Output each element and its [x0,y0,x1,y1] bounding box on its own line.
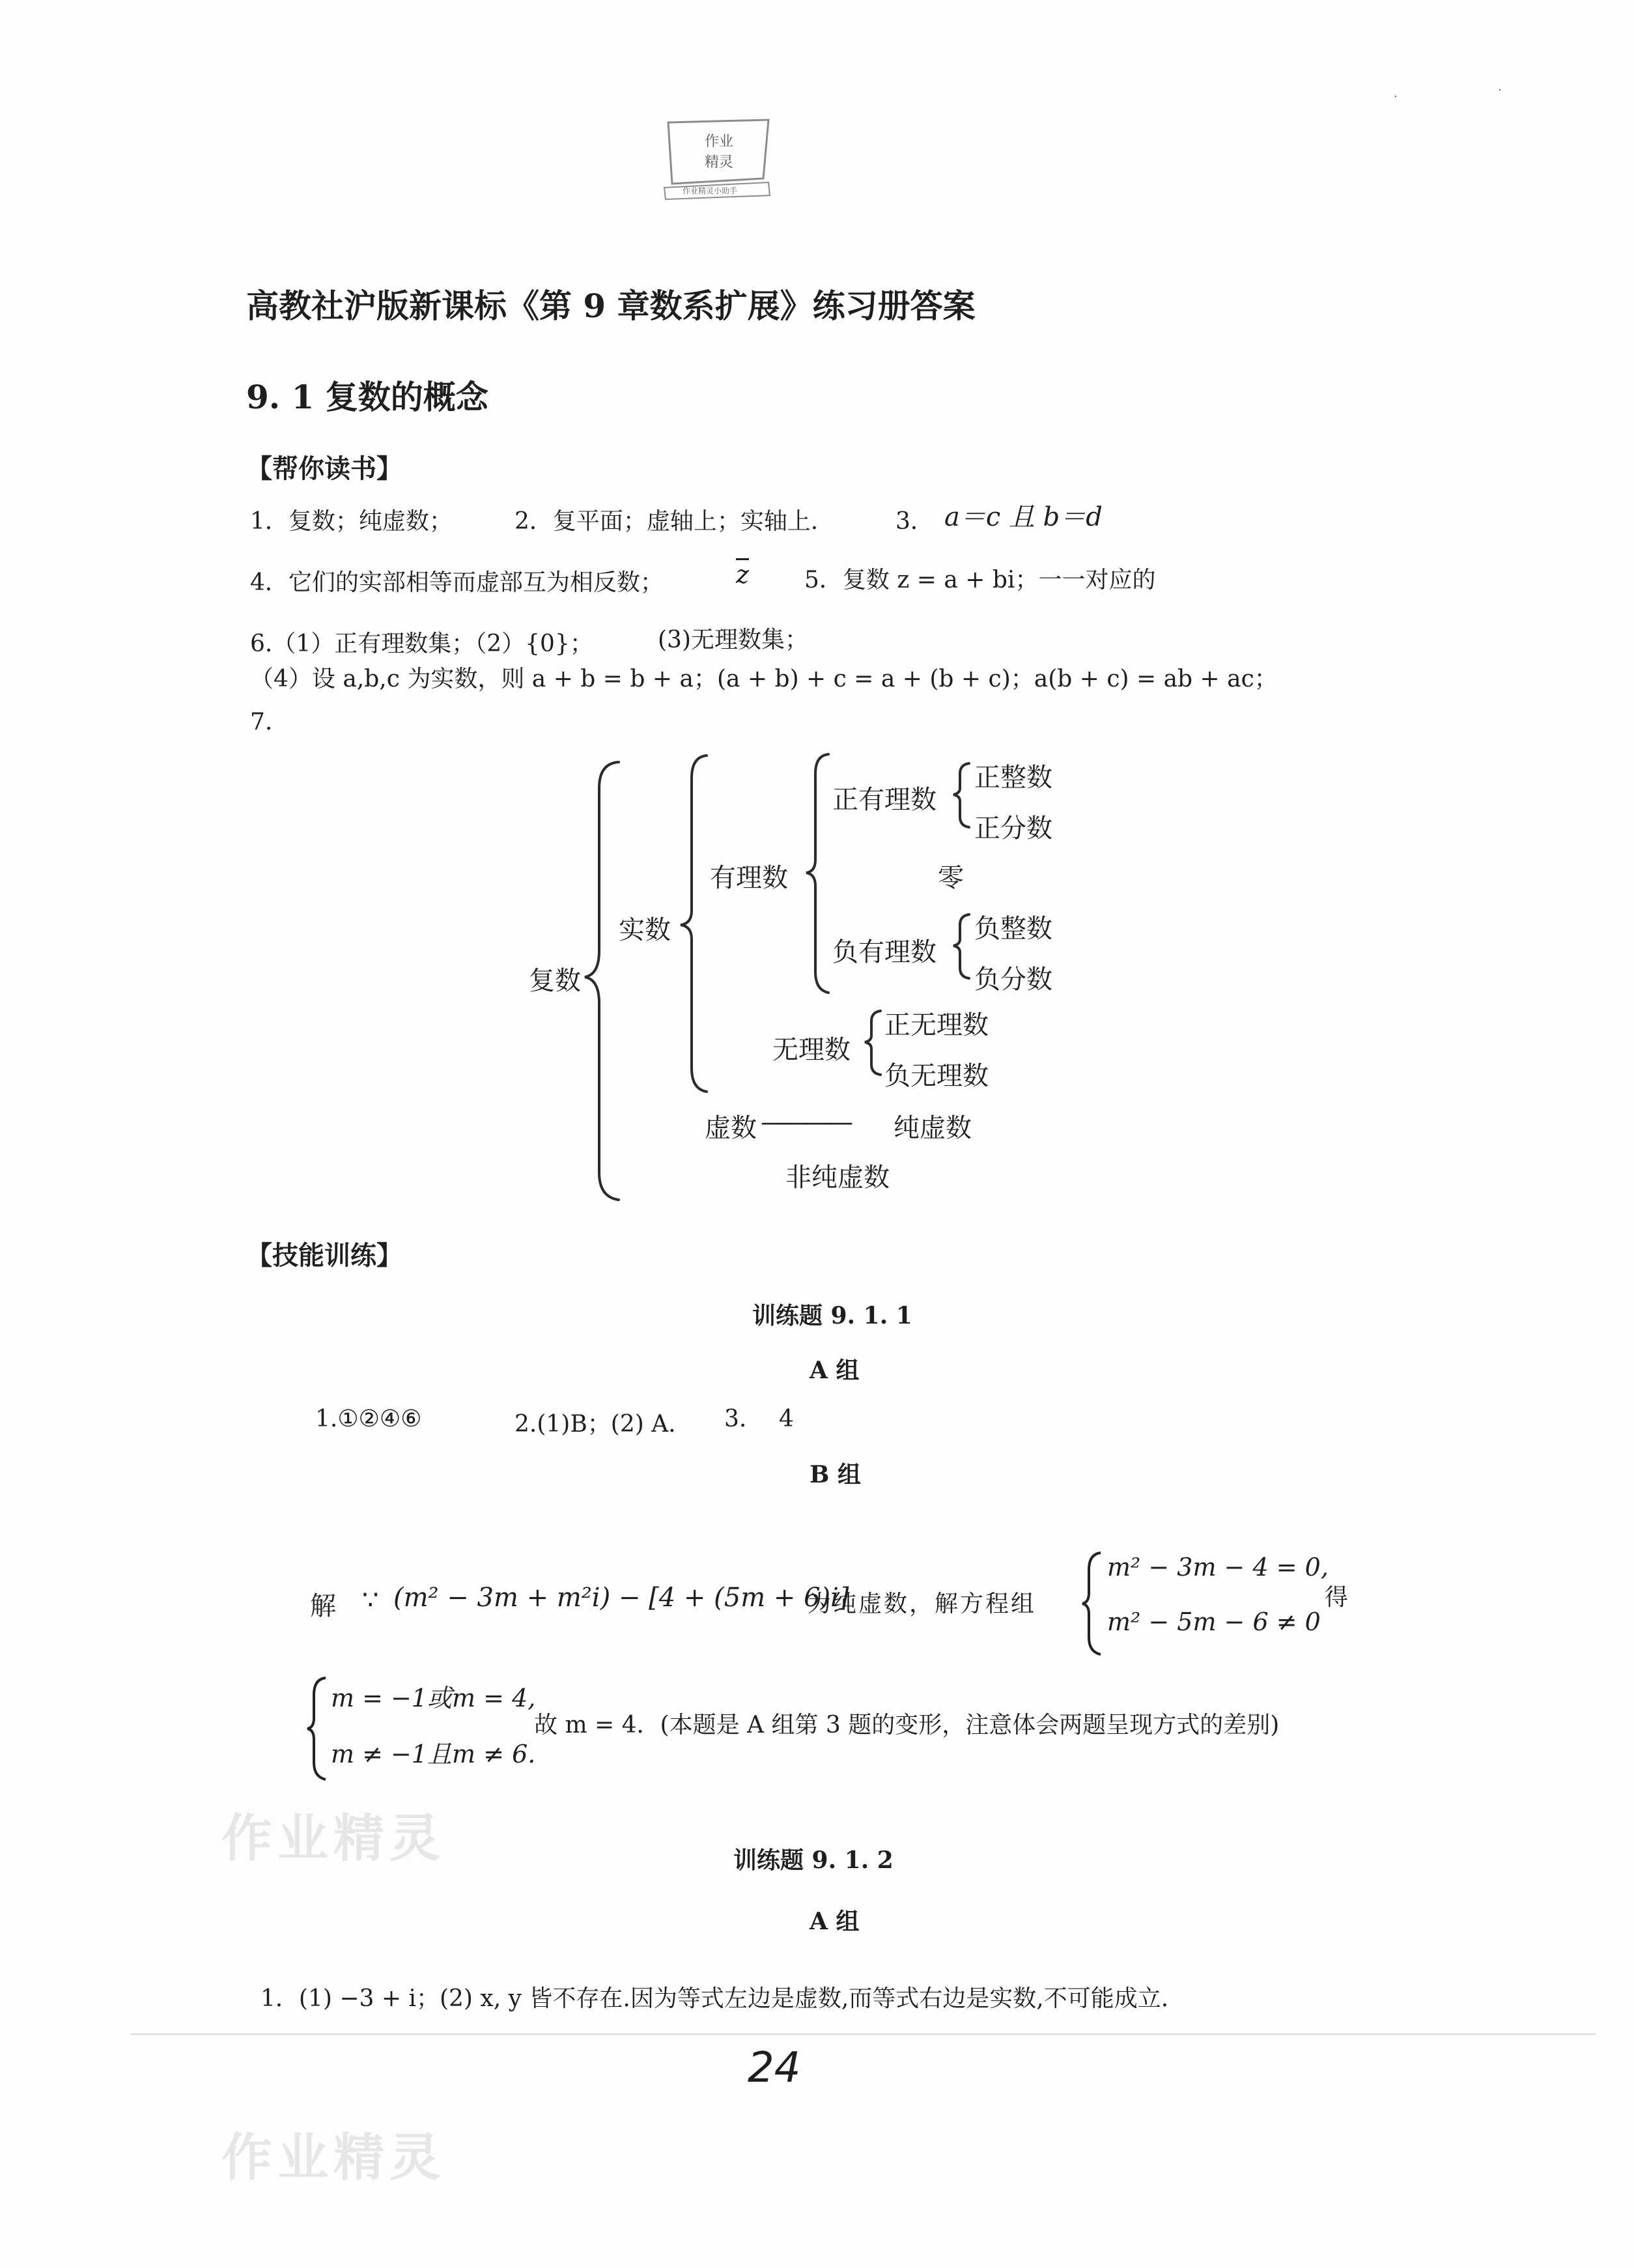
reading-heading: 【帮你读书】 [246,454,402,484]
tree-zero: 零 [938,863,964,893]
reading-line1-a: 1．复数；纯虚数； [250,508,453,535]
scan-dot: · [1394,90,1398,104]
tree-nonpure: 非纯虚数 [785,1163,890,1193]
ex1-answer-3: 3. [724,1406,747,1432]
group-label: A 组 [810,1908,860,1935]
ex1-answer-3-value: 4 [779,1406,794,1432]
stamp-line2: 精灵 [705,154,734,171]
tree-imag: 虚数 [705,1113,757,1143]
tree-neg-irr: 负无理数 [884,1061,989,1091]
reading-line1-c: 3． [895,508,934,535]
reading-line3-b: (3)无理数集； [658,627,808,653]
skills-heading: 【技能训练】 [246,1241,402,1271]
reading-line1-b: 2．复平面；虚轴上；实轴上． [514,508,834,535]
tree-root: 复数 [529,966,581,996]
reading-line1-d: a＝c 且 b＝d [944,502,1103,532]
tree-neg-rational: 负有理数 [832,937,937,967]
system-brace-icon [305,1673,331,1783]
solution-label: 解 [310,1591,336,1621]
reading-line4: （4）设 a,b,c 为实数，则 a + b = b + a；(a + b) + c = a + (b + c)；a(b + c) = ab + ac； [250,666,1278,692]
tree-pos-frac: 正分数 [974,814,1052,843]
system-brace-icon [1080,1548,1106,1658]
solution-text: 为纯虚数，解方程组 [808,1591,1037,1617]
ex1-answer-1: 1.①②④⑥ [315,1406,422,1432]
footer-rule [130,2034,1596,2035]
watermark: 作业精灵 [221,1809,446,1868]
system1-eq1: m² − 3m − 4 = 0, [1107,1553,1329,1581]
group-label: A 组 [810,1357,860,1384]
solution-conclusion: 故 m = 4．(本题是 A 组第 3 题的变形，注意体会两题呈现方式的差别) [534,1712,1280,1738]
tree-pos-int: 正整数 [974,763,1052,793]
tree-pure: 纯虚数 [894,1113,972,1143]
exercise-title: 训练题 9. 1. 1 [752,1302,912,1329]
tree-real: 实数 [619,915,671,945]
page-number: 24 [748,2044,801,2092]
section-title: 9. 1 复数的概念 [246,378,488,416]
solution-de: 得 [1325,1584,1349,1611]
reading-line2-a: 4．它们的实部相等而虚部互为相反数； [250,569,664,596]
system2-eq1: m = −1或m = 4, [331,1684,536,1712]
tree-dash: ———— [761,1107,849,1137]
reading-line2-b: 5．复数 z = a + bi；一一对应的 [804,567,1156,593]
tree-pos-rational: 正有理数 [832,785,937,815]
system1-eq2: m² − 5m − 6 ≠ 0 [1107,1608,1321,1636]
tree-irrational: 无理数 [772,1035,851,1065]
reading-line5: 7. [250,709,273,735]
stamp-line1: 作业 [705,134,734,150]
reading-line3-a: 6.（1）正有理数集；（2）{0}； [250,631,593,657]
exercise-title: 训练题 9. 1. 2 [733,1847,894,1874]
tree-pos-irr: 正无理数 [884,1010,989,1040]
ex1-answer-2: 2.(1)B；(2) A． [514,1411,692,1438]
group-label: B 组 [810,1461,861,1488]
tree-neg-frac: 负分数 [974,965,1052,995]
ex2-answer-1: 1．(1) −3 + i；(2) x, y 皆不存在.因为等式左边是虚数,而等式右边是实数,不可能成立. [261,1985,1169,2012]
scan-dot: · [1498,83,1502,97]
stamp-line3: 作业精灵小助手 [683,186,738,195]
page-title: 高教社沪版新课标《第 9 章数系扩展》练习册答案 [246,287,976,325]
watermark: 作业精灵 [221,2129,446,2187]
reading-line2-zbar: $\overline{z}$ [736,560,750,589]
tree-rational: 有理数 [710,863,788,893]
system2-eq2: m ≠ −1且m ≠ 6. [331,1740,536,1768]
stamp [659,116,774,201]
tree-neg-int: 负整数 [974,914,1052,944]
because-symbol: ∵ [362,1585,379,1615]
complex-expression: (m² − 3m + m²i) − [4 + (5m + 6)i] [393,1583,849,1613]
